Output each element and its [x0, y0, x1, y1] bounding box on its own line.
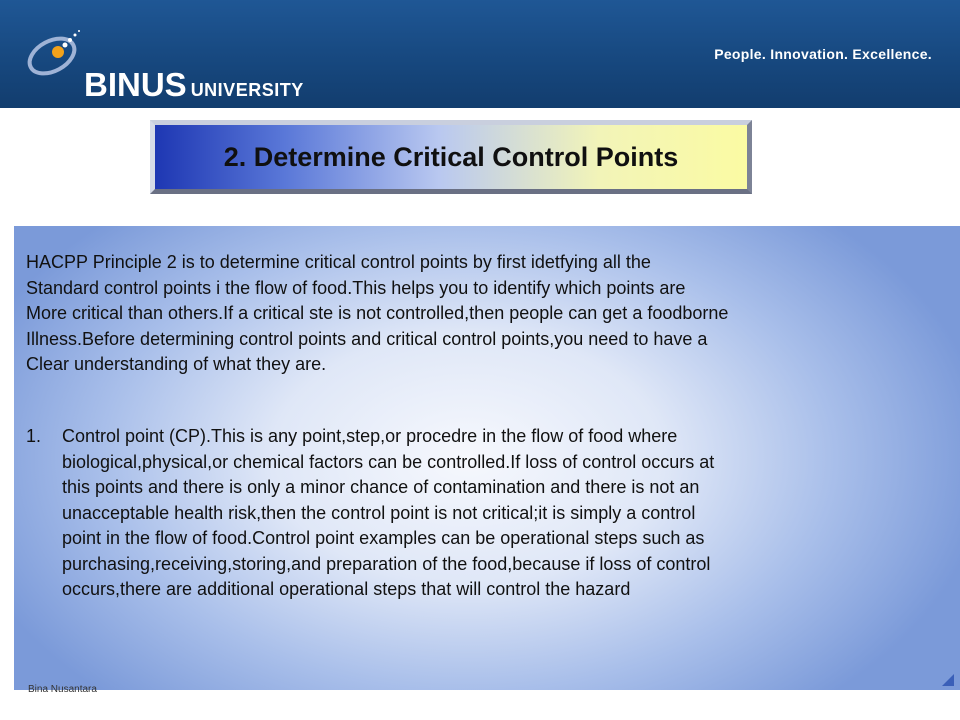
footer-text: Bina Nusantara — [28, 684, 97, 695]
list-line: Control point (CP).This is any point,step,or procedre in the flow of food where — [62, 426, 678, 446]
logo-wordmark — [84, 66, 304, 104]
logo-brand: BINUS — [84, 66, 187, 103]
list-line: this points and there is only a minor chance of contamination and there is not an — [62, 477, 700, 497]
content-panel — [14, 226, 960, 690]
list-number: 1. — [26, 426, 42, 446]
list-line: point in the flow of food.Control point examples can be operational steps such as — [62, 528, 705, 548]
paragraph-line: More critical than others.If a critical ste is not controlled,then people can get a foodborne — [26, 303, 729, 323]
list-line: biological,physical,or chemical factors can be controlled.If loss of control occurs at — [62, 451, 715, 472]
paragraph-line: Standard control points i the flow of food.This helps you to identify which points are — [26, 277, 686, 298]
corner-triangle-icon — [942, 674, 954, 686]
list-item — [62, 424, 714, 603]
header-bar — [0, 0, 960, 108]
list-line: unacceptable health risk,then the control point is not critical;it is simply a control — [62, 502, 696, 523]
slide-title-box — [150, 120, 752, 194]
list-line: purchasing,receiving,storing,and preparation of the food,because if loss of control — [62, 553, 711, 574]
paragraph-line: HACPP Principle 2 is to determine critical control points by first idetfying all the — [26, 252, 651, 272]
logo-icon — [18, 22, 88, 82]
paragraph-line: Clear understanding of what they are. — [26, 354, 327, 374]
list-line: occurs,there are additional operational steps that will control the hazard — [62, 579, 631, 599]
binus-logo — [18, 22, 304, 103]
tagline: People. Innovation. Excellence. — [714, 46, 932, 62]
slide-title: 2. Determine Critical Control Points — [223, 141, 679, 172]
paragraph-line: Illness.Before determining control points and critical control points,you need to have a — [26, 328, 708, 349]
logo-subtitle: UNIVERSITY — [190, 80, 304, 100]
intro-paragraph — [26, 250, 960, 378]
